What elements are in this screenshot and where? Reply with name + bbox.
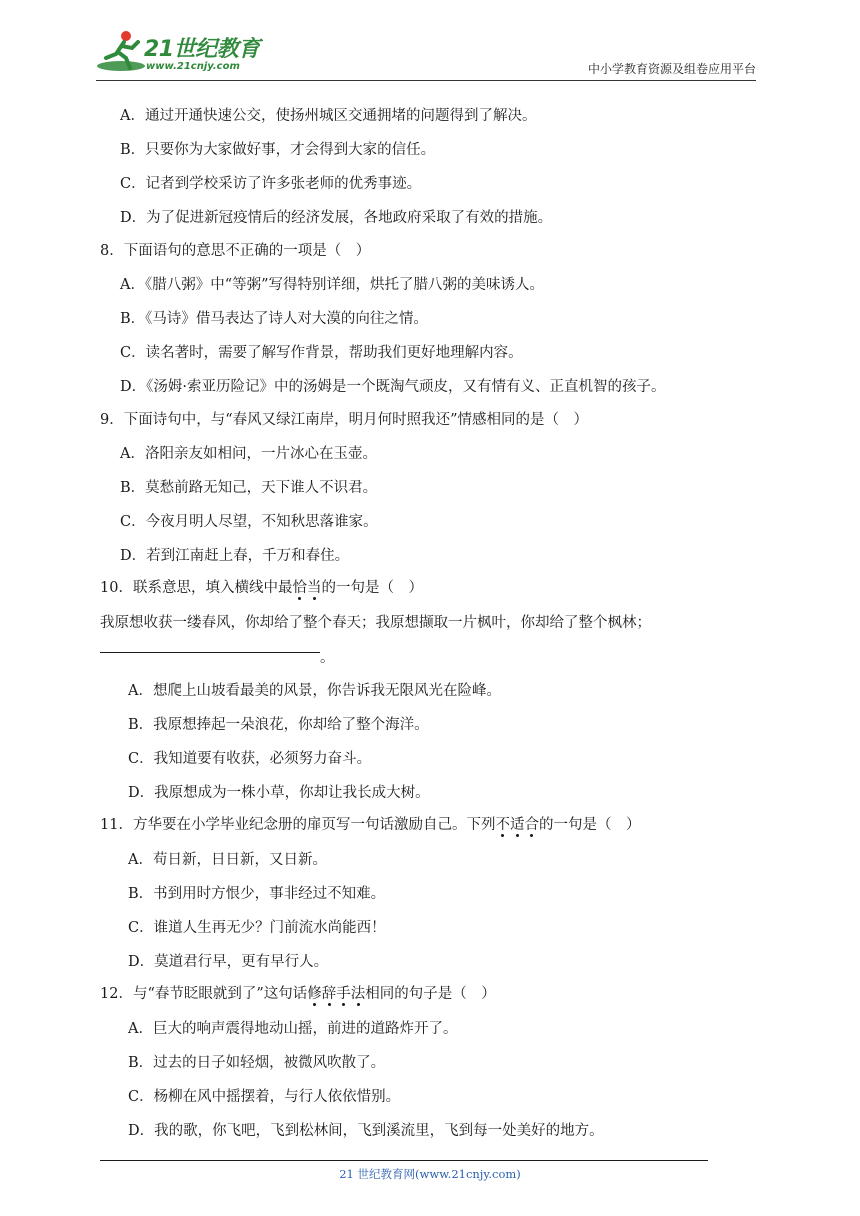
q11-emphasis-char: 合 bbox=[524, 817, 539, 833]
q10-option-b: B．我原想捧起一朵浪花，你却给了整个海洋。 bbox=[128, 717, 429, 733]
q12-stem bbox=[100, 984, 496, 1004]
q12-option-d: D．我的歌，你飞吧，飞到松林间，飞到溪流里，飞到每一处美好的地方。 bbox=[128, 1123, 604, 1139]
q7-option-b: B．只要你为大家做好事，才会得到大家的信任。 bbox=[120, 142, 436, 158]
site-logo bbox=[96, 28, 266, 78]
q8-option-b: B．《马诗》借马表达了诗人对大漠的向往之情。 bbox=[120, 311, 428, 327]
q12-emphasis-char: 修 bbox=[307, 986, 322, 1002]
q12-option-a: A．巨大的响声震得地动山摇，前进的道路炸开了。 bbox=[128, 1021, 458, 1037]
q11-emphasis-char: 适 bbox=[509, 817, 525, 833]
q10-option-d: D．我原想成为一株小草，你却让我长成大树。 bbox=[128, 785, 430, 801]
q7-option-c: C．记者到学校采访了许多张老师的优秀事迹。 bbox=[120, 176, 422, 192]
q11-stem bbox=[100, 815, 640, 835]
logo-url: www.21cnjy.com bbox=[146, 61, 240, 72]
q12-stem-pre: 12．与“春节眨眼就到了”这句话 bbox=[100, 986, 308, 1002]
q8-option-c: C．读名著时，需要了解写作背景，帮助我们更好地理解内容。 bbox=[120, 345, 523, 361]
q11-option-d: D．莫道君行早，更有早行人。 bbox=[128, 954, 329, 970]
page-header bbox=[96, 28, 756, 81]
q10-answer-blank bbox=[100, 652, 320, 653]
q9-stem: 9．下面诗句中，与“春风又绿江南岸，明月何时照我还”情感相同的是（ ） bbox=[100, 412, 589, 428]
q9-option-b: B．莫愁前路无知己，天下谁人不识君。 bbox=[120, 480, 378, 496]
q11-option-c: C．谁道人生再无少？门前流水尚能西！ bbox=[128, 920, 386, 936]
q12-option-c: C．杨柳在风中摇摆着，与行人依依惜别。 bbox=[128, 1089, 401, 1105]
runner-logo-icon bbox=[96, 28, 146, 74]
q9-option-c: C．今夜月明人尽望，不知秋思落谁家。 bbox=[120, 514, 378, 530]
logo-text: 21世纪教育 bbox=[144, 37, 260, 62]
q11-option-a: A．苟日新，日日新，又日新。 bbox=[128, 852, 327, 868]
q9-option-d: D．若到江南赶上春，千万和春住。 bbox=[120, 548, 350, 564]
q12-emphasis-char: 辞 bbox=[321, 986, 337, 1002]
q10-stem-pre: 10．联系意思，填入横线中最 bbox=[100, 580, 293, 596]
q12-emphasis-char: 手 bbox=[336, 986, 351, 1002]
q10-option-c: C．我知道要有收获，必须努力奋斗。 bbox=[128, 751, 372, 767]
q12-stem-post: 相同的句子是（ ） bbox=[365, 986, 496, 1002]
q9-option-a: A．洛阳亲友如相问，一片冰心在玉壶。 bbox=[120, 446, 377, 462]
q10-option-a: A．想爬上山坡看最美的风景，你告诉我无限风光在险峰。 bbox=[128, 683, 501, 699]
q10-emphasis-char: 当 bbox=[306, 580, 322, 596]
q11-stem-post: 的一句是（ ） bbox=[538, 817, 641, 833]
q7-option-d: D．为了促进新冠疫情后的经济发展，各地政府采取了有效的措施。 bbox=[120, 210, 553, 226]
platform-title: 中小学教育资源及组卷应用平台 bbox=[587, 62, 756, 76]
q11-emphasis-char: 不 bbox=[495, 817, 510, 833]
q10-emphasis-char: 恰 bbox=[292, 580, 307, 596]
q7-option-a: A．通过开通快速公交，使扬州城区交通拥堵的问题得到了解决。 bbox=[120, 108, 537, 124]
footer-link[interactable]: 21 世纪教育网(www.21cnjy.com) bbox=[339, 1167, 521, 1181]
q10-stem bbox=[100, 578, 423, 598]
q8-stem: 8．下面语句的意思不正确的一项是（ ） bbox=[100, 243, 371, 259]
q10-stem-post: 的一句是（ ） bbox=[321, 580, 423, 596]
q8-option-a: A．《腊八粥》中“等粥”写得特别详细，烘托了腊八粥的美味诱人。 bbox=[120, 277, 545, 293]
footer-divider bbox=[100, 1160, 708, 1161]
q11-option-b: B．书到用时方恨少，事非经过不知难。 bbox=[128, 886, 386, 902]
q10-passage: 我原想收获一缕春风，你却给了整个春天；我原想撷取一片枫叶，你却给了整个枫林； bbox=[100, 615, 651, 631]
q8-option-d: D．《汤姆·索亚历险记》中的汤姆是一个既淘气顽皮，又有情有义、正直机智的孩子。 bbox=[120, 379, 666, 395]
q12-emphasis-char: 法 bbox=[350, 986, 366, 1002]
q11-stem-pre: 11．方华要在小学毕业纪念册的扉页写一句话激励自己。下列 bbox=[100, 817, 496, 833]
q10-blank-end: 。 bbox=[320, 650, 335, 666]
q12-option-b: B．过去的日子如轻烟，被微风吹散了。 bbox=[128, 1055, 386, 1071]
